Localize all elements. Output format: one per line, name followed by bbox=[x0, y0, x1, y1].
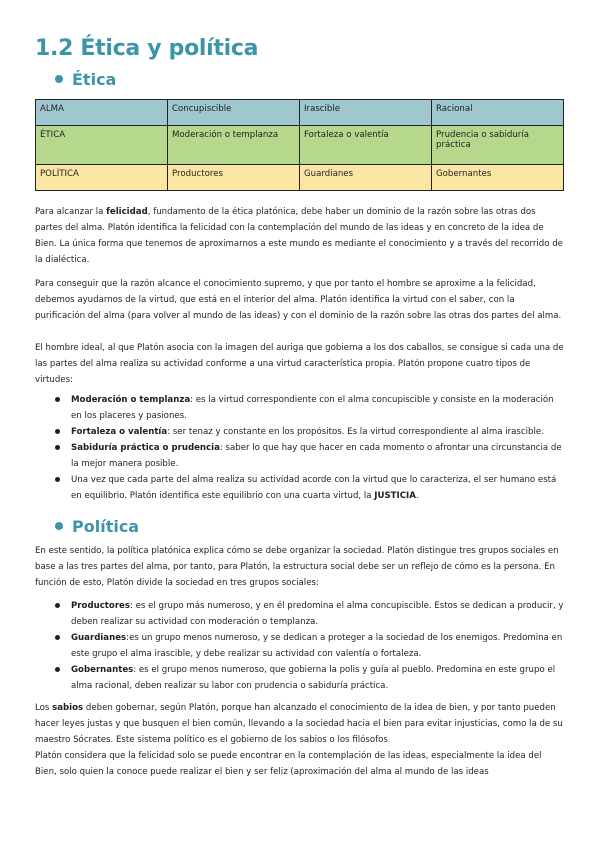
paragraph-felicidad bbox=[35, 204, 565, 268]
text-run: Para alcanzar la bbox=[35, 207, 107, 217]
bold-term: JUSTICIA bbox=[374, 491, 416, 501]
list-item bbox=[55, 662, 565, 694]
table-cell: Gobernantes bbox=[432, 165, 564, 191]
text-run: : saber lo que hay que hacer en cada momento o afrontar una circunstancia de la mejor manera posible. bbox=[71, 443, 562, 469]
bullet-icon bbox=[55, 429, 60, 434]
bullet-icon bbox=[55, 397, 60, 402]
text-run: . bbox=[415, 491, 419, 501]
paragraph-virtud: Para conseguir que la razón alcance el conocimiento supremo, y que por tanto el hombre se aproxime a la felicidad, debemos ayudarnos de la virtud, que está en el interior del alma. Platón identifica la virtud con el saber, con la purificación del alma (para volver al mundo de las ideas) y con el dominio de la razón sobre las otras dos partes del alma. bbox=[35, 279, 562, 321]
section-heading-etica-label: Ética bbox=[72, 70, 117, 89]
bold-term: Gobernantes bbox=[71, 665, 134, 675]
text-run: :es un grupo menos numeroso, y se dedican a proteger a la sociedad de los enemigos. Predomina en este grupo el alma irascible, y debe realizar su actividad con valentía o fortaleza. bbox=[71, 633, 563, 659]
text-run: : es el grupo más numeroso, y en él predomina el alma concupiscible. Estos se dedican a producir, y deben realizar su actividad con moderación o templanza. bbox=[71, 601, 564, 627]
bold-term: Moderación o templanza bbox=[71, 395, 191, 405]
text-run: : es el grupo menos numeroso, que gobierna la polis y guía al pueblo. Predomina en este grupo el alma racional, deben realizar su labor con prudencia o sabiduría práctica. bbox=[71, 665, 556, 691]
table-cell: Concupiscible bbox=[168, 100, 300, 126]
paragraph-hombre-ideal: El hombre ideal, al que Platón asocia con la imagen del auriga que gobierna a los dos caballos, se consigue si cada una de las partes del alma realiza su actividad conforme a una virtud característica propia. Platón propone cuatro tipos de virtudes: bbox=[35, 343, 564, 385]
groups-list bbox=[55, 598, 565, 694]
bold-term: Guardianes bbox=[71, 633, 127, 643]
table-cell: Fortaleza o valentía bbox=[300, 126, 432, 165]
paragraph-sabios bbox=[35, 700, 565, 748]
soul-virtue-table bbox=[35, 99, 564, 191]
bold-term: sabios bbox=[52, 703, 84, 713]
text-run: Los bbox=[35, 703, 53, 713]
bullet-icon bbox=[55, 75, 63, 83]
table-row-politica bbox=[36, 165, 564, 191]
bullet-icon bbox=[55, 667, 60, 672]
table-cell: ALMA bbox=[36, 100, 168, 126]
bullet-icon bbox=[55, 603, 60, 608]
table-cell: Guardianes bbox=[300, 165, 432, 191]
section-heading-politica-label: Política bbox=[72, 517, 140, 536]
table-row-etica bbox=[36, 126, 564, 165]
table-cell: Racional bbox=[432, 100, 564, 126]
bold-term: Sabiduría práctica o prudencia bbox=[71, 443, 220, 453]
bullet-icon bbox=[55, 445, 60, 450]
text-run: , fundamento de la ética platónica, debe haber un dominio de la razón sobre las otras dos partes del alma. Platón identifica la felicidad con la contemplación del mundo de las ideas y en concreto de la idea de Bien. La única forma que tenemos de aproximarnos a este mundo es mediante el conocimiento y a través del recorrido de la dialéctica. bbox=[35, 207, 563, 265]
virtues-list bbox=[55, 392, 565, 504]
table-cell: POLÍTICA bbox=[36, 165, 168, 191]
list-item bbox=[55, 630, 565, 662]
table-cell: Productores bbox=[168, 165, 300, 191]
list-item bbox=[55, 440, 565, 472]
paragraph-politica: En este sentido, la política platónica explica cómo se debe organizar la sociedad. Platón distingue tres grupos sociales en base a las tres partes del alma, por tanto, para Platón, la estructura social debe ser un reflejo de cómo es la persona. En función de esto, Platón divide la sociedad en tres grupos sociales: bbox=[35, 546, 559, 588]
bold-term: Fortaleza o valentía bbox=[71, 427, 168, 437]
bullet-icon bbox=[55, 477, 60, 482]
page-title: 1.2 Ética y política bbox=[35, 36, 259, 61]
paragraph-felicidad-ideas: Platón considera que la felicidad solo se puede encontrar en la contemplación de las ideas, especialmente la idea del Bien, solo quien la conoce puede realizar el bien y ser feliz (aproximación del alma al mundo de las ideas bbox=[35, 751, 542, 777]
text-run: : es la virtud correspondiente con el alma concupiscible y consiste en la moderación en los placeres y pasiones. bbox=[71, 395, 554, 421]
list-item bbox=[55, 598, 565, 630]
table-row-alma bbox=[36, 100, 564, 126]
table-cell: ÉTICA bbox=[36, 126, 168, 165]
table-cell: Prudencia o sabiduría práctica bbox=[432, 126, 564, 165]
list-item bbox=[55, 392, 565, 424]
section-heading-etica bbox=[55, 70, 116, 89]
list-item bbox=[55, 472, 565, 504]
bold-term: felicidad bbox=[106, 207, 148, 217]
bullet-icon bbox=[55, 522, 63, 530]
list-item bbox=[55, 424, 565, 440]
bold-term: Productores bbox=[71, 601, 130, 611]
table-cell: Moderación o templanza bbox=[168, 126, 300, 165]
bullet-icon bbox=[55, 635, 60, 640]
text-run: Una vez que cada parte del alma realiza su actividad acorde con la virtud que lo caracteriza, el ser humano está en equilibrio. Platón identifica este equilibrio con una cuarta virtud, la bbox=[71, 475, 557, 501]
text-run: deben gobernar, según Platón, porque han alcanzado el conocimiento de la idea de bien, y por tanto pueden hacer leyes justas y que busquen el bien común, llevando a la sociedad hacia el bien para evitar injusticias, como la de su maestro Sócrates. Este sistema político es el gobierno de los sabios o los filósofos bbox=[35, 703, 563, 745]
text-run: : ser tenaz y constante en los propósitos. Es la virtud correspondiente al alma irascible. bbox=[167, 427, 544, 437]
table-cell: Irascible bbox=[300, 100, 432, 126]
section-heading-politica bbox=[55, 517, 139, 536]
